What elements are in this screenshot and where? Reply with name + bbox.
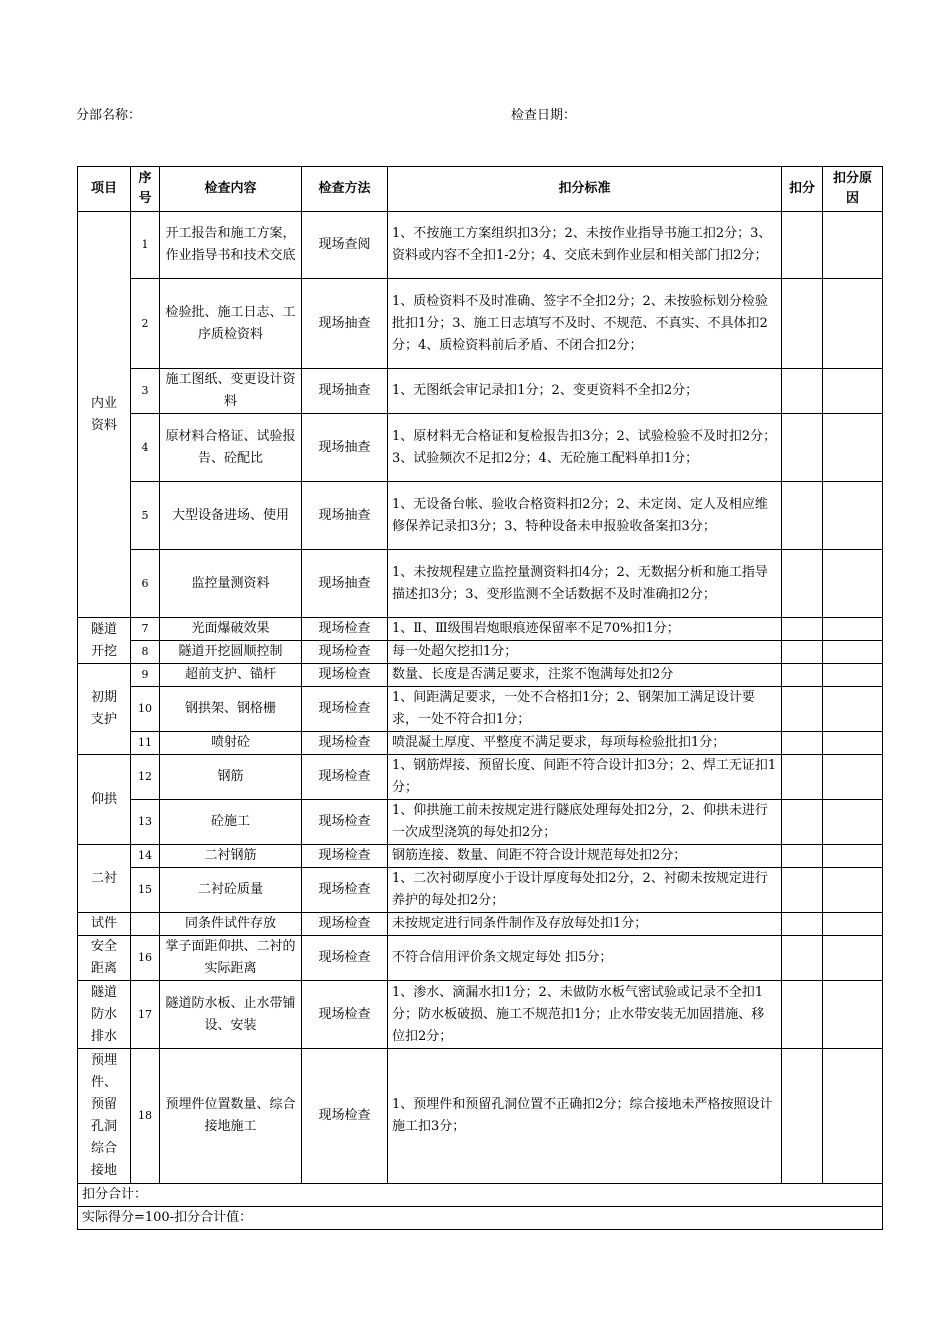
reason-cell[interactable] xyxy=(823,618,883,641)
deduct-cell[interactable] xyxy=(782,1049,823,1184)
seq-cell: 10 xyxy=(131,687,160,732)
method-cell: 现场检查 xyxy=(302,618,388,641)
table-row xyxy=(78,755,883,800)
deduct-cell[interactable] xyxy=(782,687,823,732)
reason-cell[interactable] xyxy=(823,687,883,732)
standard-cell: 1、二次衬砌厚度小于设计厚度每处扣2分，2、衬砌未按规定进行养护的每处扣2分； xyxy=(388,868,782,913)
method-cell: 现场检查 xyxy=(302,687,388,732)
table-row xyxy=(78,868,883,913)
deduct-cell[interactable] xyxy=(782,981,823,1049)
total-deduction[interactable]: 扣分合计： xyxy=(78,1184,883,1207)
deduct-cell[interactable] xyxy=(782,868,823,913)
content-cell: 喷射砼 xyxy=(160,732,302,755)
table-row xyxy=(78,1049,883,1184)
deduct-cell[interactable] xyxy=(782,369,823,414)
col-content: 检查内容 xyxy=(160,167,302,212)
standard-cell: 数量、长度是否满足要求，注浆不饱满每处扣2分 xyxy=(388,664,782,687)
seq-cell: 5 xyxy=(131,482,160,550)
seq-cell: 14 xyxy=(131,845,160,868)
reason-cell[interactable] xyxy=(823,755,883,800)
table-row xyxy=(78,913,883,936)
method-cell: 现场检查 xyxy=(302,868,388,913)
method-cell: 现场抽查 xyxy=(302,482,388,550)
category-cell: 试件 xyxy=(78,913,131,936)
deduct-cell[interactable] xyxy=(782,800,823,845)
content-cell: 隧道防水板、止水带铺设、安装 xyxy=(160,981,302,1049)
category-cell: 隧道防水排水 xyxy=(78,981,131,1049)
standard-cell: 1、无图纸会审记录扣1分；2、变更资料不全扣2分； xyxy=(388,369,782,414)
method-cell: 现场检查 xyxy=(302,800,388,845)
col-deduct: 扣分 xyxy=(782,167,823,212)
seq-cell: 4 xyxy=(131,414,160,482)
deduct-cell[interactable] xyxy=(782,913,823,936)
seq-cell: 9 xyxy=(131,664,160,687)
standard-cell: 每一处超欠挖扣1分； xyxy=(388,641,782,664)
seq-cell: 16 xyxy=(131,936,160,981)
standard-cell: 1、间距满足要求，一处不合格扣1分；2、钢架加工满足设计要求，一处不符合扣1分； xyxy=(388,687,782,732)
col-method: 检查方法 xyxy=(302,167,388,212)
standard-cell: 1、钢筋焊接、预留长度、间距不符合设计扣3分；2、焊工无证扣1分； xyxy=(388,755,782,800)
seq-cell: 11 xyxy=(131,732,160,755)
method-cell: 现场查阅 xyxy=(302,212,388,279)
standard-cell: 1、不按施工方案组织扣3分；2、未按作业指导书施工扣2分；3、资料或内容不全扣1-2分；4、交底未到作业层和相关部门扣2分； xyxy=(388,212,782,279)
standard-cell: 1、预埋件和预留孔洞位置不正确扣2分；综合接地未严格按照设计施工扣3分； xyxy=(388,1049,782,1184)
method-cell: 现场抽查 xyxy=(302,550,388,618)
reason-cell[interactable] xyxy=(823,936,883,981)
table-row xyxy=(78,845,883,868)
standard-cell: 1、渗水、滴漏水扣1分；2、未做防水板气密试验或记录不全扣1分；防水板破损、施工不规范扣1分；止水带安装无加固措施、移位扣2分； xyxy=(388,981,782,1049)
reason-cell[interactable] xyxy=(823,664,883,687)
method-cell: 现场检查 xyxy=(302,1049,388,1184)
standard-cell: 未按规定进行同条件制作及存放每处扣1分； xyxy=(388,913,782,936)
content-cell: 大型设备进场、使用 xyxy=(160,482,302,550)
seq-cell: 12 xyxy=(131,755,160,800)
table-row xyxy=(78,732,883,755)
col-seq: 序号 xyxy=(131,167,160,212)
category-cell: 二衬 xyxy=(78,845,131,913)
table-row xyxy=(78,936,883,981)
seq-cell: 15 xyxy=(131,868,160,913)
method-cell: 现场抽查 xyxy=(302,414,388,482)
reason-cell[interactable] xyxy=(823,212,883,279)
content-cell: 光面爆破效果 xyxy=(160,618,302,641)
table-row xyxy=(78,800,883,845)
category-cell: 仰拱 xyxy=(78,755,131,845)
method-cell: 现场检查 xyxy=(302,981,388,1049)
content-cell: 监控量测资料 xyxy=(160,550,302,618)
standard-cell: 1、原材料无合格证和复检报告扣3分；2、试验检验不及时扣2分；3、试验频次不足扣2分；4、无砼施工配料单扣1分； xyxy=(388,414,782,482)
reason-cell[interactable] xyxy=(823,732,883,755)
content-cell: 检验批、施工日志、工序质检资料 xyxy=(160,279,302,369)
method-cell: 现场抽查 xyxy=(302,369,388,414)
category-cell: 隧道开挖 xyxy=(78,618,131,664)
division-name-label: 分部名称： xyxy=(76,108,142,123)
seq-cell: 7 xyxy=(131,618,160,641)
standard-cell: 1、仰拱施工前未按规定进行隧底处理每处扣2分，2、仰拱未进行一次成型浇筑的每处扣2分； xyxy=(388,800,782,845)
table-row xyxy=(78,641,883,664)
deduct-cell[interactable] xyxy=(782,618,823,641)
seq-cell: 2 xyxy=(131,279,160,369)
standard-cell: 钢筋连接、数量、间距不符合设计规范每处扣2分； xyxy=(388,845,782,868)
seq-cell xyxy=(131,913,160,936)
table-row xyxy=(78,981,883,1049)
deduct-cell[interactable] xyxy=(782,755,823,800)
category-cell: 安全距离 xyxy=(78,936,131,981)
reason-cell[interactable] xyxy=(823,845,883,868)
standard-cell: 1、质检资料不及时准确、签字不全扣2分；2、未按验标划分检验批扣1分；3、施工日志填写不及时、不规范、不真实、不具体扣2分；4、质检资料前后矛盾、不闭合扣2分； xyxy=(388,279,782,369)
table-row xyxy=(78,550,883,618)
content-cell: 二衬砼质量 xyxy=(160,868,302,913)
inspection-table xyxy=(77,166,883,1230)
category-cell: 内业资料 xyxy=(78,212,131,618)
seq-cell: 13 xyxy=(131,800,160,845)
method-cell: 现场检查 xyxy=(302,913,388,936)
reason-cell[interactable] xyxy=(823,414,883,482)
score-row xyxy=(78,1207,883,1230)
inspection-date-label: 检查日期： xyxy=(511,108,577,123)
deduct-cell[interactable] xyxy=(782,414,823,482)
content-cell: 同条件试件存放 xyxy=(160,913,302,936)
seq-cell: 6 xyxy=(131,550,160,618)
seq-cell: 1 xyxy=(131,212,160,279)
table-row xyxy=(78,482,883,550)
method-cell: 现场检查 xyxy=(302,641,388,664)
total-row xyxy=(78,1184,883,1207)
method-cell: 现场检查 xyxy=(302,936,388,981)
deduct-cell[interactable] xyxy=(782,279,823,369)
content-cell: 砼施工 xyxy=(160,800,302,845)
content-cell: 开工报告和施工方案，作业指导书和技术交底 xyxy=(160,212,302,279)
reason-cell[interactable] xyxy=(823,1049,883,1184)
content-cell: 钢筋 xyxy=(160,755,302,800)
table-row xyxy=(78,664,883,687)
content-cell: 二衬钢筋 xyxy=(160,845,302,868)
col-standard: 扣分标准 xyxy=(388,167,782,212)
category-cell: 初期支护 xyxy=(78,664,131,755)
col-reason: 扣分原因 xyxy=(823,167,883,212)
deduct-cell[interactable] xyxy=(782,664,823,687)
seq-cell: 18 xyxy=(131,1049,160,1184)
standard-cell: 1、无设备台帐、验收合格资料扣2分；2、未定岗、定人及相应维修保养记录扣3分；3、特种设备未申报验收备案扣3分； xyxy=(388,482,782,550)
deduct-cell[interactable] xyxy=(782,550,823,618)
table-row xyxy=(78,618,883,641)
content-cell: 超前支护、锚杆 xyxy=(160,664,302,687)
deduct-cell[interactable] xyxy=(782,212,823,279)
reason-cell[interactable] xyxy=(823,800,883,845)
deduct-cell[interactable] xyxy=(782,845,823,868)
content-cell: 钢拱架、钢格栅 xyxy=(160,687,302,732)
deduct-cell[interactable] xyxy=(782,732,823,755)
content-cell: 隧道开挖圆顺控制 xyxy=(160,641,302,664)
standard-cell: 不符合信用评价条文规定每处 扣5分； xyxy=(388,936,782,981)
actual-score[interactable]: 实际得分=100-扣分合计值： xyxy=(78,1207,883,1230)
table-row xyxy=(78,212,883,279)
method-cell: 现场检查 xyxy=(302,732,388,755)
deduct-cell[interactable] xyxy=(782,641,823,664)
table-header-row xyxy=(78,167,883,212)
reason-cell[interactable] xyxy=(823,913,883,936)
standard-cell: 1、Ⅱ、Ⅲ级围岩炮眼痕迹保留率不足70%扣1分； xyxy=(388,618,782,641)
col-item: 项目 xyxy=(78,167,131,212)
method-cell: 现场检查 xyxy=(302,755,388,800)
standard-cell: 喷混凝土厚度、平整度不满足要求，每项每检验批扣1分； xyxy=(388,732,782,755)
reason-cell[interactable] xyxy=(823,868,883,913)
reason-cell[interactable] xyxy=(823,369,883,414)
seq-cell: 8 xyxy=(131,641,160,664)
method-cell: 现场抽查 xyxy=(302,279,388,369)
reason-cell[interactable] xyxy=(823,981,883,1049)
standard-cell: 1、未按规程建立监控量测资料扣4分；2、无数据分析和施工指导描述扣3分；3、变形监测不全话数据不及时准确扣2分； xyxy=(388,550,782,618)
table-row xyxy=(78,414,883,482)
seq-cell: 17 xyxy=(131,981,160,1049)
reason-cell[interactable] xyxy=(823,641,883,664)
seq-cell: 3 xyxy=(131,369,160,414)
reason-cell[interactable] xyxy=(823,482,883,550)
deduct-cell[interactable] xyxy=(782,482,823,550)
content-cell: 预埋件位置数量、综合接地施工 xyxy=(160,1049,302,1184)
content-cell: 原材料合格证、试验报告、砼配比 xyxy=(160,414,302,482)
table-row xyxy=(78,369,883,414)
deduct-cell[interactable] xyxy=(782,936,823,981)
category-cell: 预埋件、预留孔洞综合接地 xyxy=(78,1049,131,1184)
content-cell: 施工图纸、变更设计资料 xyxy=(160,369,302,414)
table-row xyxy=(78,279,883,369)
reason-cell[interactable] xyxy=(823,279,883,369)
method-cell: 现场检查 xyxy=(302,664,388,687)
reason-cell[interactable] xyxy=(823,550,883,618)
content-cell: 掌子面距仰拱、二衬的实际距离 xyxy=(160,936,302,981)
method-cell: 现场检查 xyxy=(302,845,388,868)
table-row xyxy=(78,687,883,732)
